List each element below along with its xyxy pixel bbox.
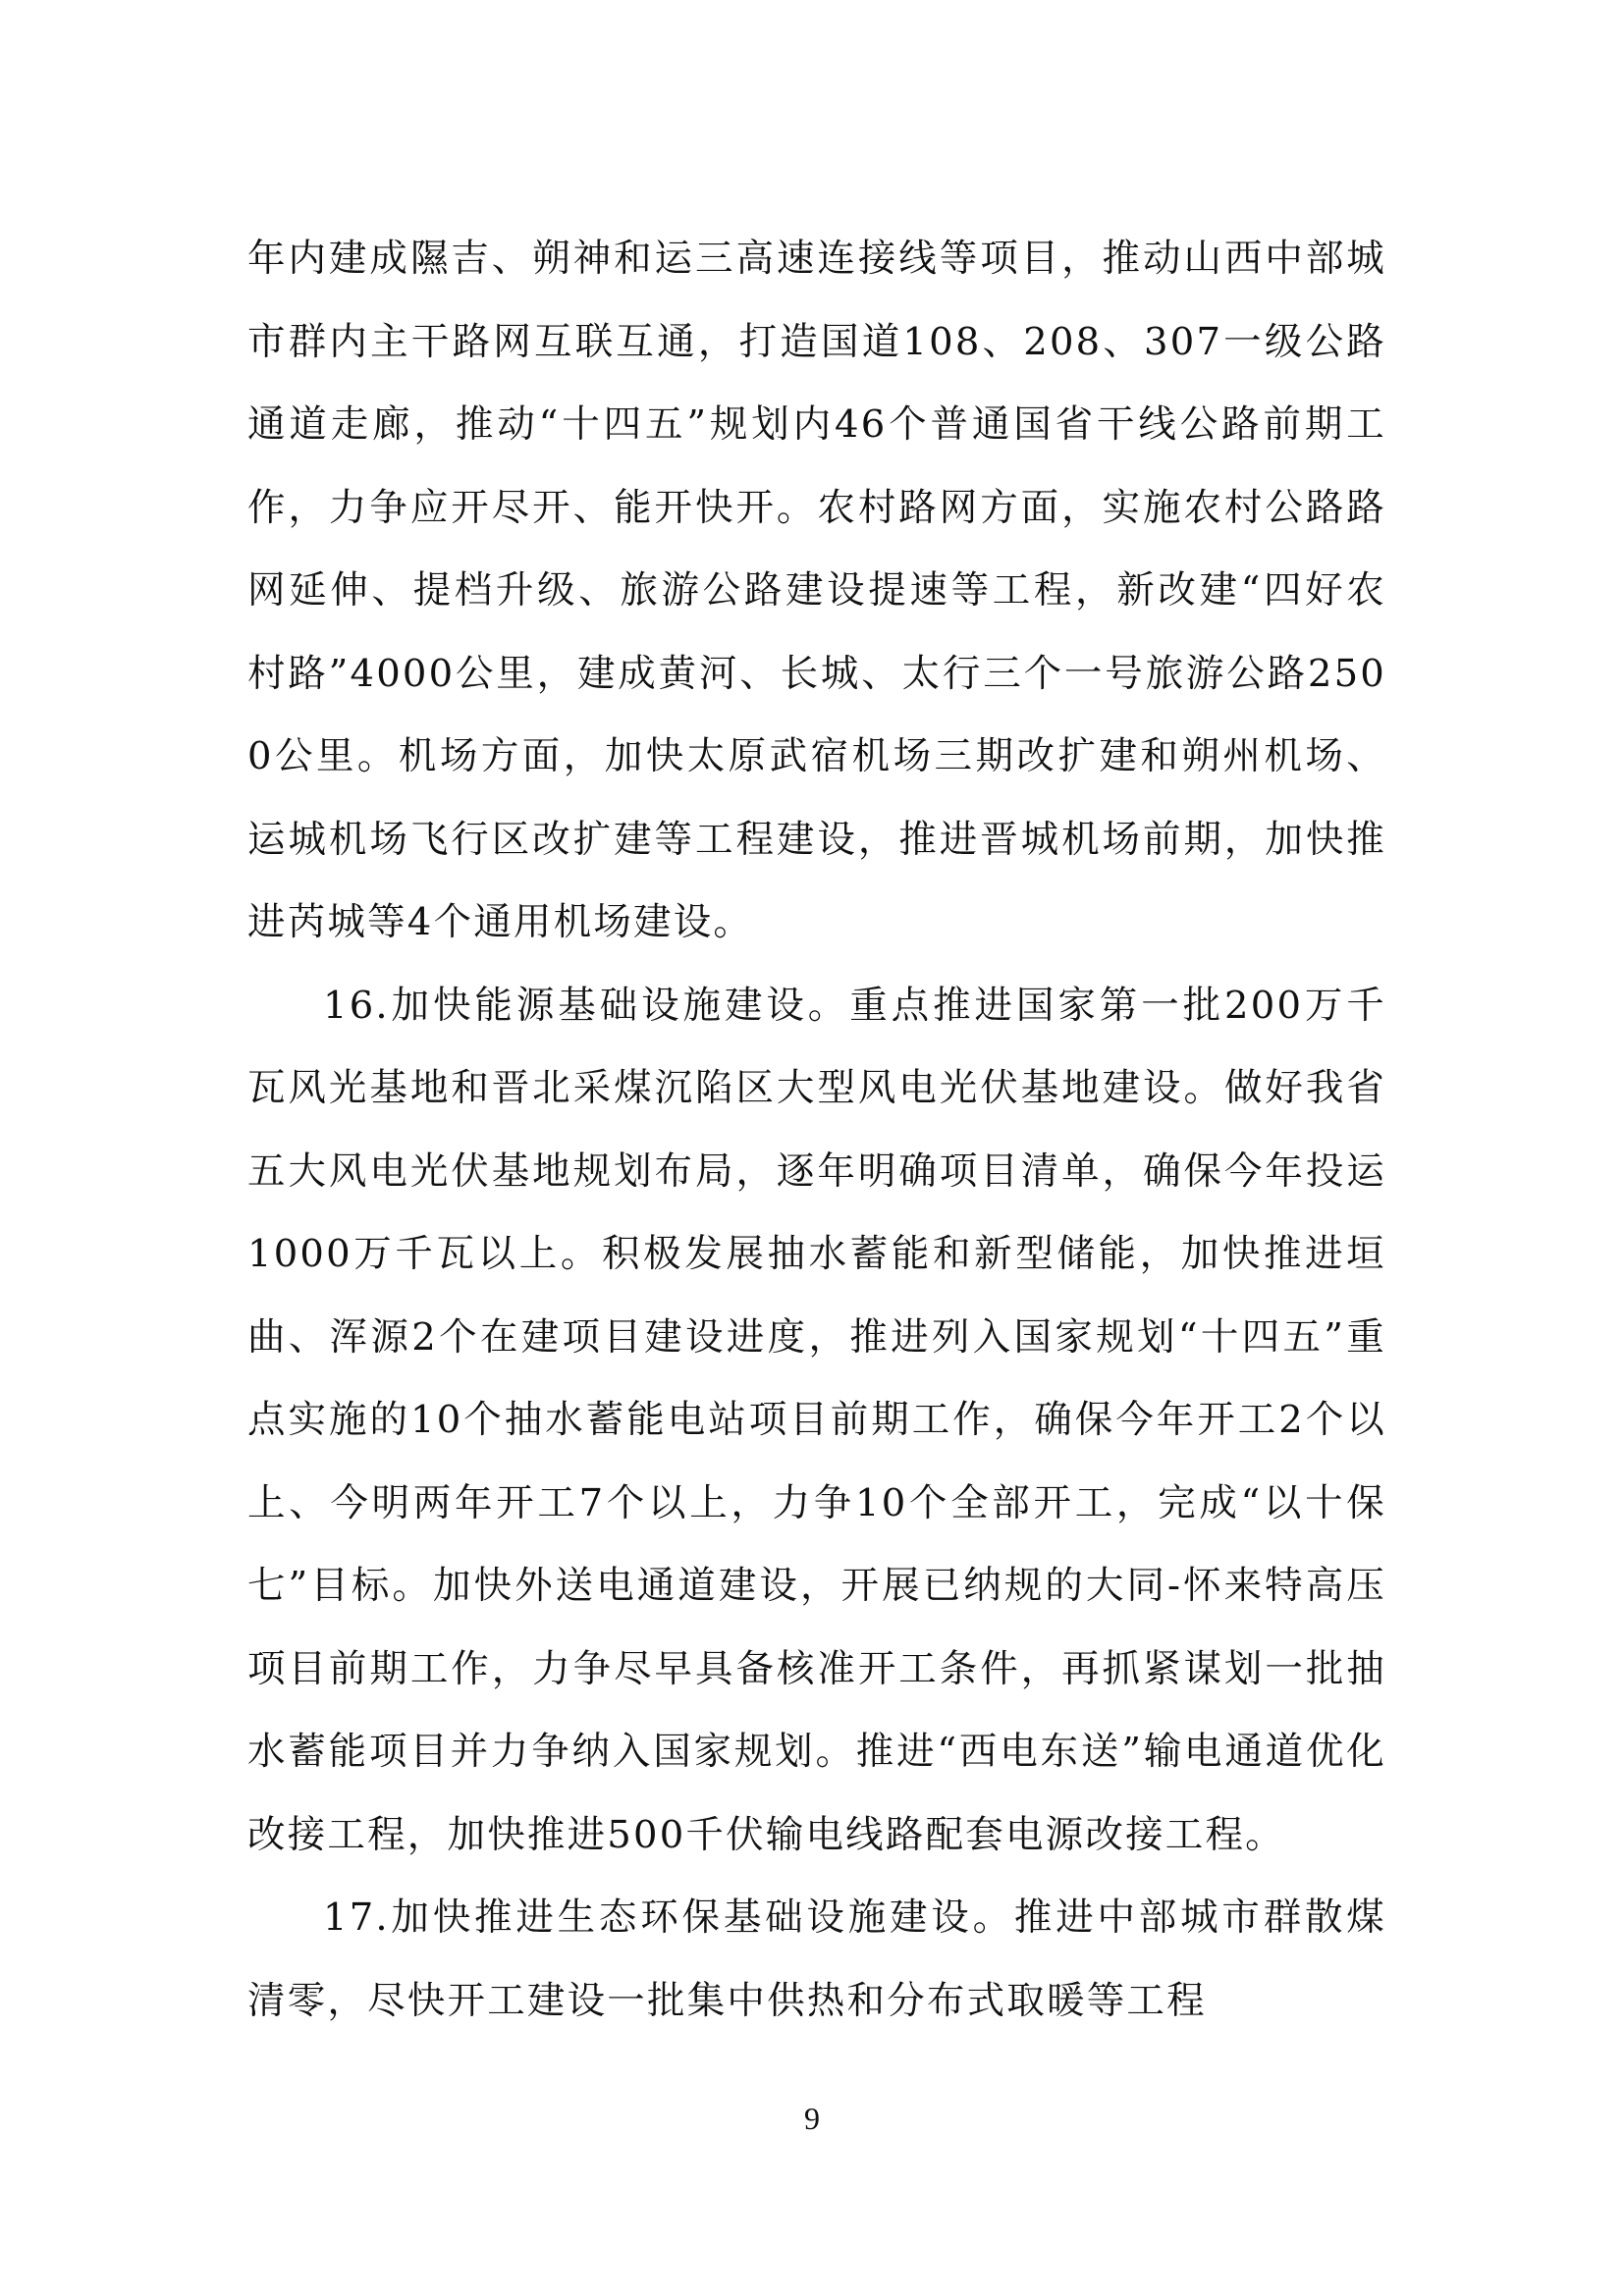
- paragraph-eco-infrastructure: 17.加快推进生态环保基础设施建设。推进中部城市群散煤清零，尽快开工建设一批集中供热和分布式取暖等工程: [247, 1896, 1386, 2023]
- paragraph-transport-continued: 年内建成隰吉、朔神和运三高速连接线等项目，推动山西中部城市群内主干路网互联互通，打造国道108、208、307一级公路通道走廊，推动“十四五”规划内46个普通国省干线公路前期工作，力争应开尽开、能开快开。农村路网方面，实施农村公路路网延伸、提档升级、旅游公路建设提速等工程，新改建“四好农村路”4000公里，建成黄河、长城、太行三个一号旅游公路2500公里。机场方面，加快太原武宿机场三期改扩建和朔州机场、运城机场飞行区改扩建等工程建设，推进晋城机场前期，加快推进芮城等4个通用机场建设。: [247, 237, 1386, 944]
- page-number: 9: [804, 2101, 820, 2136]
- paragraph-energy-infrastructure: 16.加快能源基础设施建设。重点推进国家第一批200万千瓦风光基地和晋北采煤沉陷区大型风电光伏基地建设。做好我省五大风电光伏基地规划布局，逐年明确项目清单，确保今年投运1000万千瓦以上。积极发展抽水蓄能和新型储能，加快推进垣曲、浑源2个在建项目建设进度，推进列入国家规划“十四五”重点实施的10个抽水蓄能电站项目前期工作，确保今年开工2个以上、今明两年开工7个以上，力争10个全部开工，完成“以十保七”目标。加快外送电通道建设，开展已纳规的大同-怀来特高压项目前期工作，力争尽早具备核准开工条件，再抓紧谋划一批抽水蓄能项目并力争纳入国家规划。推进“西电东送”输电通道优化改接工程，加快推进500千伏输电线路配套电源改接工程。: [247, 983, 1387, 1857]
- body-text: [247, 218, 1386, 2043]
